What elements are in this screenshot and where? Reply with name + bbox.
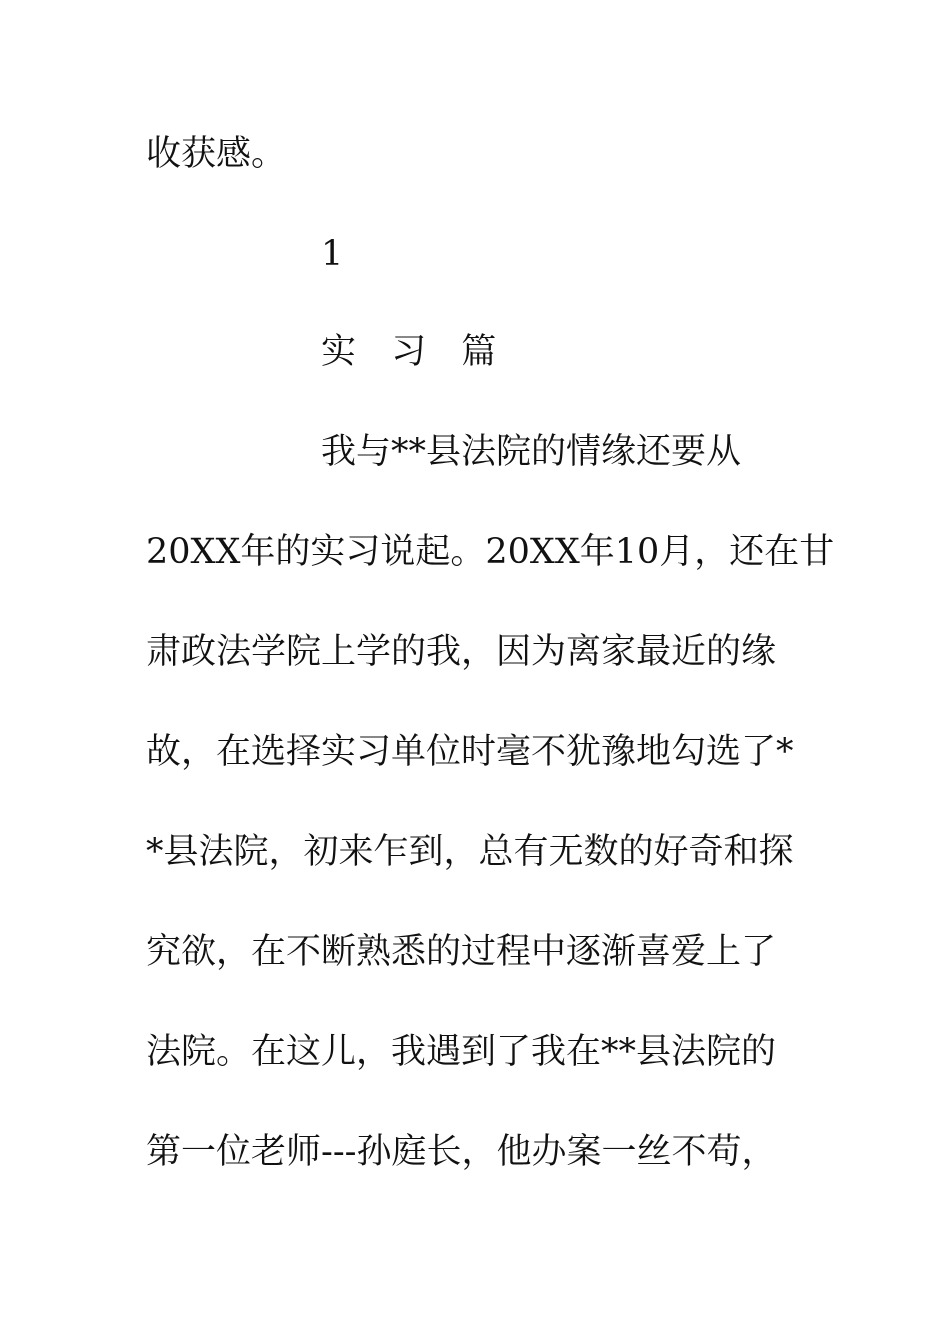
paragraph-line: 第一位老师---孙庭长，他办案一丝不苟，	[146, 1132, 777, 1172]
paragraph-line: *县法院，初来乍到，总有无数的好奇和探	[146, 832, 794, 872]
paragraph-line: 法院。在这儿，我遇到了我在**县法院的	[146, 1032, 777, 1072]
paragraph-line: 究欲，在不断熟悉的过程中逐渐喜爱上了	[146, 932, 777, 972]
paragraph-line: 20XX年的实习说起。20XX年10月，还在甘	[146, 532, 835, 572]
paragraph-line: 收获感。	[146, 134, 287, 174]
page-number: 1	[321, 234, 344, 274]
paragraph-line: 我与**县法院的情缘还要从	[321, 432, 742, 472]
paragraph-line: 故，在选择实习单位时毫不犹豫地勾选了*	[146, 732, 794, 772]
section-heading: 实 习 篇	[321, 332, 509, 372]
paragraph-line: 肃政法学院上学的我，因为离家最近的缘	[146, 632, 777, 672]
